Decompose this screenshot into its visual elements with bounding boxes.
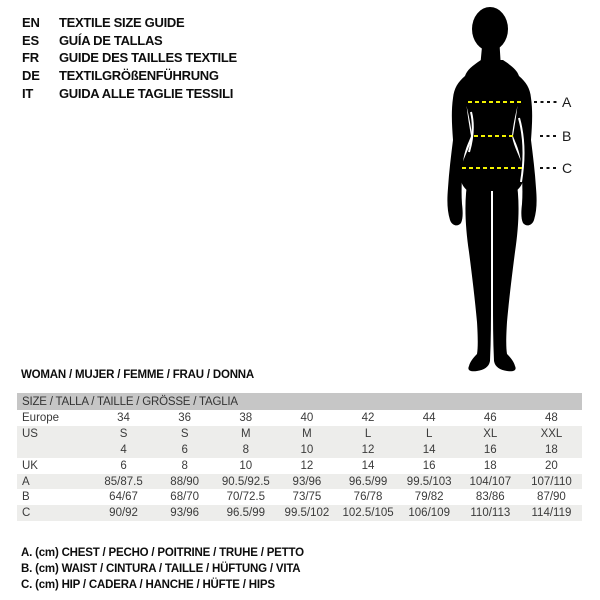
table-cell: 99.5/103 [406,475,452,488]
table-cell: M [241,427,251,440]
table-cell: 85/87.5 [104,475,143,488]
table-cell: 102.5/105 [342,507,394,520]
table-cell: 10 [239,459,253,472]
table-cell: XL [483,427,498,440]
table-row-chest [17,474,582,490]
table-cell: 93/96 [292,475,322,488]
table-cell: 90.5/92.5 [221,475,270,488]
table-cell: 96.5/99 [226,507,265,520]
table-row-uk [17,458,582,474]
language-title: GUIDE DES TAILLES TEXTILE [59,50,237,66]
table-cell: 88/90 [170,475,200,488]
table-row-us [17,426,582,442]
table-cell: 16 [483,443,497,456]
measure-label-c: C [562,160,573,176]
table-cell: 114/119 [531,507,572,520]
table-cell: 96.5/99 [348,475,388,488]
table-cell: 20 [545,459,558,472]
table-cell: 79/82 [414,491,444,504]
row-label: Europe [22,411,60,424]
table-cell: 73/75 [292,491,322,504]
table-cell: 18 [483,459,497,472]
table-cell: 104/107 [469,475,512,488]
size-table [17,393,582,521]
table-cell: 42 [361,411,375,424]
table-cell: 46 [483,411,497,424]
table-cell: 12 [300,459,314,472]
table-cell: 6 [181,443,188,456]
table-cell: 6 [120,459,127,472]
table-cell: L [425,427,433,440]
table-cell: 8 [242,443,250,456]
language-code: DE [22,68,40,84]
section-title: WOMAN / MUJER / FEMME / FRAU / DONNA [21,369,255,381]
measurement-legend [21,545,304,593]
table-cell: 10 [300,443,314,456]
language-code: EN [22,15,40,31]
table-cell: 8 [181,459,188,472]
torso-silhouette [460,60,523,191]
language-title: TEXTILGRÖßENFÜHRUNG [59,68,219,84]
table-cell: XXL [540,427,563,440]
row-label: C [22,507,31,520]
table-cell: 99.5/102 [284,507,330,520]
table-row-us-numeric [17,442,582,458]
language-title: GUIDA ALLE TAGLIE TESSILI [59,85,234,101]
table-row-waist [17,489,582,505]
right-leg-silhouette [493,178,519,371]
language-code: ES [22,32,39,48]
row-label: UK [22,459,38,472]
table-row-europe [17,410,582,426]
table-cell: 93/96 [170,507,200,520]
table-cell: 48 [545,411,558,424]
row-label: B [22,491,30,504]
language-code: FR [22,50,39,66]
table-cell: 14 [422,443,436,456]
table-row-hip [17,505,582,521]
table-cell: 107/110 [531,475,572,488]
table-cell: 90/92 [109,507,138,520]
table-cell: 16 [422,459,436,472]
language-title: GUÍA DE TALLAS [59,32,163,48]
table-cell: 87/90 [537,491,566,504]
measure-label-b: B [562,128,572,144]
table-cell: 68/70 [170,491,200,504]
table-cell: 76/78 [353,491,383,504]
table-cell: 44 [422,411,436,424]
table-cell: 40 [300,411,314,424]
table-cell: 64/67 [109,491,138,504]
table-cell: 110/113 [470,507,511,520]
table-cell: M [302,427,312,440]
table-cell: 4 [120,443,127,456]
table-cell: 14 [361,459,375,472]
table-cell: L [364,427,372,440]
measure-label-a: A [562,94,572,110]
language-code: IT [22,85,34,101]
table-cell: 70/72.5 [226,491,265,504]
language-title: TEXTILE SIZE GUIDE [59,15,185,31]
table-cell: 83/86 [475,491,505,504]
row-label: US [22,427,38,440]
table-cell: S [180,427,189,440]
table-cell: 12 [361,443,375,456]
table-cell: 38 [239,411,253,424]
left-leg-silhouette [465,178,491,371]
legend-waist: B. (cm) WAIST / CINTURA / TAILLE / HÜFTUNG / VITA [21,563,301,575]
legend-hip: C. (cm) HIP / CADERA / HANCHE / HÜFTE / HIPS [21,579,275,591]
table-cell: 18 [545,443,558,456]
table-cell: S [119,427,128,440]
size-table-header: SIZE / TALLA / TAILLE / GRÖSSE / TAGLIA [17,393,582,410]
legend-chest: A. (cm) CHEST / PECHO / POITRINE / TRUHE / PETTO [21,547,304,559]
table-cell: 36 [178,411,192,424]
table-cell: 34 [117,411,130,424]
row-label: A [22,475,30,488]
table-cell: 106/109 [408,507,450,520]
